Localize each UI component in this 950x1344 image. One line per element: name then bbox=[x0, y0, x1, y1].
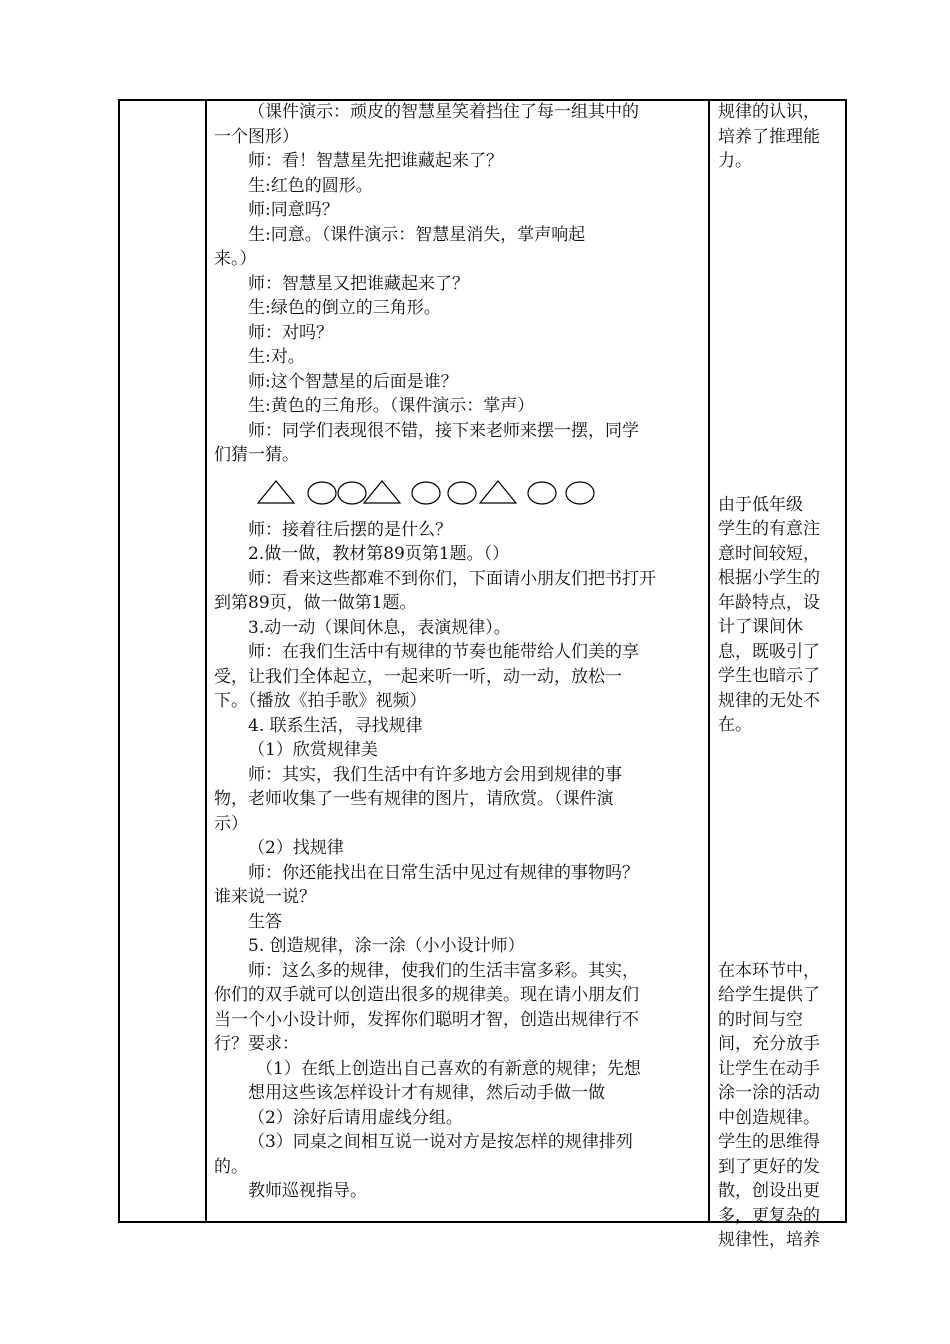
circle-shape bbox=[528, 482, 556, 504]
intent-line: 学生的思维得 bbox=[718, 1132, 820, 1152]
text-line: 师：看！智慧星先把谁藏起来了？ bbox=[248, 151, 503, 171]
intent-line: 的时间与空 bbox=[718, 1009, 803, 1030]
text-line: 师：你还能找出在日常生活中见过有规律的事物吗？ bbox=[248, 862, 639, 883]
intent-line: 多，更复杂的 bbox=[718, 1205, 820, 1226]
triangle-shape bbox=[364, 481, 400, 503]
text-line: （2）找规律 bbox=[248, 838, 344, 858]
text-line: 们猜一猜。 bbox=[214, 445, 299, 465]
text-line: 师：对吗？ bbox=[248, 322, 333, 343]
circle-shape bbox=[308, 482, 336, 504]
intent-line: 给学生提供了 bbox=[718, 985, 820, 1005]
intent-line: 息，既吸引了 bbox=[718, 641, 820, 662]
text-line: 你们的双手就可以创造出很多的规律美。现在请小朋友们 bbox=[214, 985, 639, 1005]
text-line: 师：在我们生活中有规律的节奏也能带给人们美的享 bbox=[248, 642, 639, 662]
text-line: 到第89页，做一做第1题。 bbox=[214, 593, 417, 613]
intent-line: 意时间较短， bbox=[718, 543, 820, 564]
text-line: （2）涂好后请用虚线分组。 bbox=[248, 1107, 463, 1128]
intent-line: 中创造规律。 bbox=[718, 1107, 820, 1128]
text-line: 想用这些该怎样设计才有规律，然后动手做一做 bbox=[248, 1083, 605, 1103]
column-divider-4 bbox=[845, 99, 847, 1223]
text-line: （1）在纸上创造出自己喜欢的有新意的规律；先想 bbox=[256, 1058, 641, 1079]
intent-line: 学生也暗示了 bbox=[718, 666, 820, 686]
intent-note-1 bbox=[718, 100, 842, 174]
text-line: 师：接着往后摆的是什么？ bbox=[248, 519, 452, 540]
text-line: 生答 bbox=[248, 911, 282, 932]
column-divider-1 bbox=[118, 99, 120, 1223]
text-line: 师：其实，我们生活中有许多地方会用到规律的事 bbox=[248, 764, 622, 785]
text-line: 示） bbox=[214, 813, 248, 834]
intent-line: 在本环节中， bbox=[718, 960, 820, 981]
intent-line: 由于低年级 bbox=[718, 494, 803, 515]
column-divider-2 bbox=[205, 99, 207, 1223]
text-line: （1）欣赏规律美 bbox=[248, 740, 378, 760]
text-line: 5. 创造规律，涂一涂（小小设计师） bbox=[248, 936, 525, 956]
text-line: 来。） bbox=[214, 249, 257, 269]
text-line: 师：这么多的规律，使我们的生活丰富多彩。其实， bbox=[248, 960, 639, 981]
text-line: 物，老师收集了一些有规律的图片，请欣赏。（课件演 bbox=[214, 789, 614, 809]
intent-line: 规律的认识， bbox=[718, 102, 820, 122]
intent-line: 学生的有意注 bbox=[718, 519, 820, 539]
intent-line: 在。 bbox=[718, 715, 752, 735]
circle-shape bbox=[412, 482, 440, 504]
dialogue-lines-b bbox=[214, 518, 704, 1204]
text-line: 生:红色的圆形。 bbox=[248, 175, 373, 196]
text-line: 师：看来这些都难不到你们，下面请小朋友们把书打开 bbox=[248, 568, 656, 589]
text-line: 师：智慧星又把谁藏起来了？ bbox=[248, 273, 469, 294]
circle-shape bbox=[338, 482, 366, 504]
intent-line: 规律的无处不 bbox=[718, 690, 820, 711]
text-line: 生:同意。（课件演示：智慧星消失，掌声响起 bbox=[248, 224, 586, 245]
intent-line: 到了更好的发 bbox=[718, 1156, 820, 1177]
triangle-shape bbox=[258, 481, 294, 503]
text-line: 受，让我们全体起立，一起来听一听，动一动，放松一 bbox=[214, 666, 622, 687]
dialogue-lines-a bbox=[214, 100, 704, 468]
shape-pattern bbox=[214, 468, 704, 518]
text-line: 生:黄色的三角形。（课件演示：掌声） bbox=[248, 396, 535, 416]
design-intent-column bbox=[718, 100, 842, 1253]
intent-line: 间，充分放手 bbox=[718, 1034, 820, 1054]
text-line: 行？要求： bbox=[214, 1034, 299, 1054]
intent-line: 培养了推理能 bbox=[718, 126, 820, 147]
text-line: 教师巡视指导。 bbox=[248, 1181, 367, 1201]
triangle-shape bbox=[480, 481, 516, 503]
text-line: 生:对。 bbox=[248, 347, 305, 367]
intent-line: 让学生在动手 bbox=[718, 1058, 820, 1079]
text-line: 谁来说一说？ bbox=[214, 887, 316, 907]
intent-line: 涂一涂的活动 bbox=[718, 1083, 820, 1103]
intent-line: 散，创设出更 bbox=[718, 1181, 820, 1201]
text-line: 一个图形） bbox=[214, 126, 299, 147]
intent-line: 计了课间休 bbox=[718, 617, 803, 637]
column-divider-3 bbox=[708, 99, 710, 1223]
text-line: 4. 联系生活，寻找规律 bbox=[248, 715, 423, 736]
text-line: 师:同意吗？ bbox=[248, 200, 339, 220]
text-line: 师:这个智慧星的后面是谁？ bbox=[248, 371, 458, 392]
intent-line: 力。 bbox=[718, 151, 752, 171]
text-line: 2.做一做，教材第89页第1题。（） bbox=[248, 544, 510, 564]
intent-line: 根据小学生的 bbox=[718, 568, 820, 588]
shape-pattern-graphic bbox=[260, 475, 620, 511]
text-line: 当一个小小设计师，发挥你们聪明才智，创造出规律行不 bbox=[214, 1009, 639, 1030]
text-line: 3.动一动（课间休息，表演规律）。 bbox=[248, 617, 511, 638]
text-line: 的。 bbox=[214, 1156, 248, 1177]
intent-note-3 bbox=[718, 959, 842, 1253]
text-line: 下。（播放《拍手歌》视频） bbox=[214, 691, 427, 711]
circle-shape bbox=[566, 482, 594, 504]
circle-shape bbox=[448, 482, 476, 504]
intent-line: 规律性，培养 bbox=[718, 1230, 820, 1250]
text-line: （3）同桌之间相互说一说对方是按怎样的规律排列 bbox=[248, 1132, 633, 1152]
intent-note-2 bbox=[718, 493, 842, 738]
text-line: （课件演示：顽皮的智慧星笑着挡住了每一组其中的 bbox=[248, 102, 639, 122]
teaching-process-column bbox=[214, 100, 704, 1204]
intent-line: 年龄特点，设 bbox=[718, 592, 820, 613]
text-line: 生:绿色的倒立的三角形。 bbox=[248, 298, 441, 318]
text-line: 师：同学们表现很不错，接下来老师来摆一摆，同学 bbox=[248, 420, 639, 441]
